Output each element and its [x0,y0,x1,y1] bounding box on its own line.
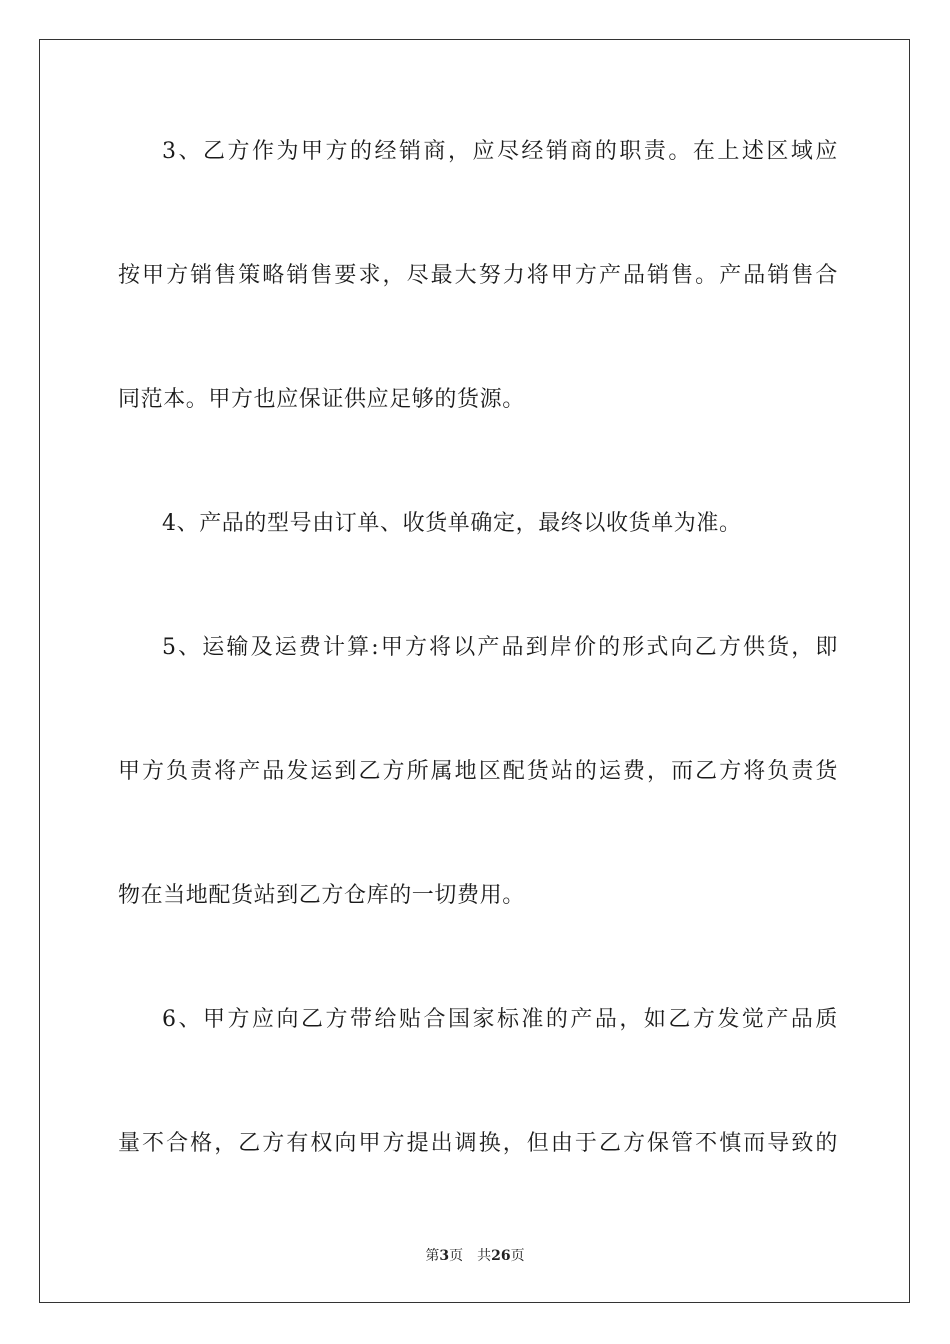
paragraph-3-line-1: 3、乙方作为甲方的经销商，应尽经销商的职责。在上述区域应 [162,139,838,164]
paragraph-5-line-2: 甲方负责将产品发运到乙方所属地区配货站的运费，而乙方将负责货 [118,759,838,784]
paragraph-5-line-3: 物在当地配货站到乙方仓库的一切费用。 [118,883,525,908]
total-suffix: 页 [510,1248,525,1264]
paragraph-5-line-1: 5、运输及运费计算:甲方将以产品到岸价的形式向乙方供货，即 [162,635,838,660]
paragraph-4-line-1: 4、产品的型号由订单、收货单确定，最终以收货单为准。 [162,511,742,536]
page-border [39,39,910,1303]
total-prefix: 共 [477,1248,492,1264]
paragraph-3-line-3: 同范本。甲方也应保证供应足够的货源。 [118,387,525,412]
page-footer [0,1246,950,1266]
page-number: 3 [439,1248,450,1264]
page-prefix: 第 [425,1248,440,1264]
total-pages: 26 [491,1248,511,1264]
paragraph-6-line-2: 量不合格，乙方有权向甲方提出调换，但由于乙方保管不慎而导致的 [118,1131,838,1156]
page-suffix: 页 [449,1248,464,1264]
paragraph-3-line-2: 按甲方销售策略销售要求，尽最大努力将甲方产品销售。产品销售合 [118,263,838,288]
paragraph-6-line-1: 6、甲方应向乙方带给贴合国家标准的产品，如乙方发觉产品质 [162,1007,838,1032]
